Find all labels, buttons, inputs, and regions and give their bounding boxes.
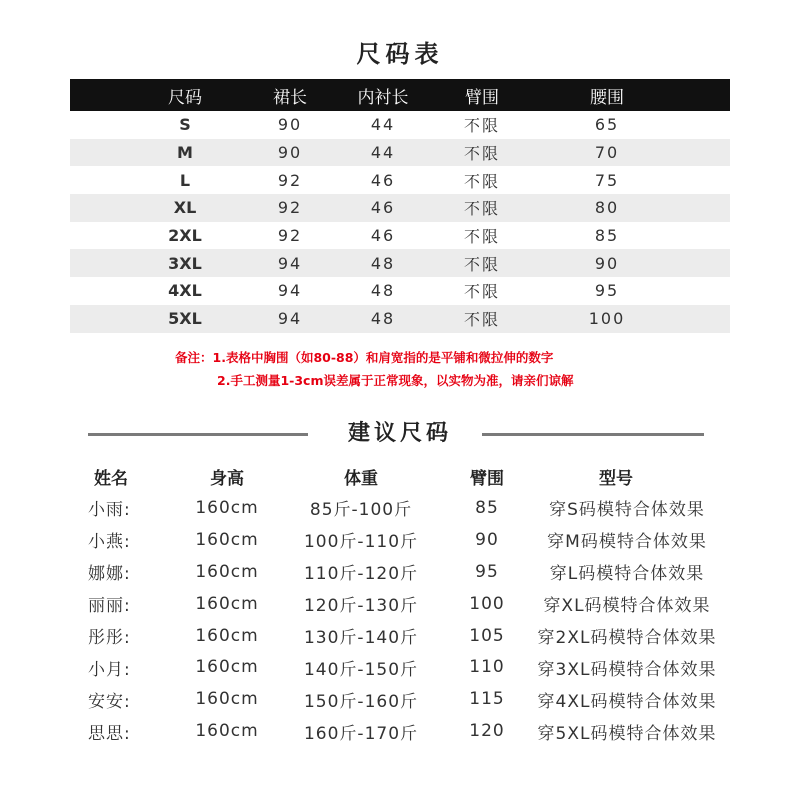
cell-model-fit: 穿2XL码模特合体效果: [537, 628, 717, 648]
cell-height: 160cm: [195, 625, 259, 646]
cell-model-fit: 穿4XL码模特合体效果: [537, 691, 717, 712]
cell-size: L: [179, 170, 191, 190]
cell-arm-circumference: 不限: [463, 310, 501, 330]
recommendation-row: [0, 556, 800, 588]
size-chart-table: [70, 79, 730, 333]
cell-weight: 120斤-130斤: [303, 596, 419, 617]
recommendation-table: [0, 460, 800, 747]
cell-model-name: 娜娜:: [88, 564, 131, 585]
cell-skirt-length: 94: [277, 253, 303, 273]
cell-size: M: [177, 143, 193, 163]
cell-arm-circumference: 不限: [463, 144, 501, 164]
cell-size: XL: [173, 198, 197, 218]
note-line-1: 备注：1.表格中胸围（如80-88）和肩宽指的是平铺和微拉伸的数字: [175, 350, 554, 365]
recommendation-row: [0, 492, 800, 524]
cell-model-name: 小月:: [88, 659, 131, 680]
divider-right: [482, 433, 704, 436]
cell-skirt-length: 90: [277, 115, 303, 135]
cell-arm-circumference: 不限: [463, 171, 501, 191]
cell-arm: 105: [469, 625, 505, 646]
cell-model-fit: 穿3XL码模特合体效果: [537, 659, 717, 680]
header-arm-circumference: 臂围: [465, 87, 499, 108]
header-arm: 臂围: [470, 468, 504, 489]
cell-size: 4XL: [168, 281, 202, 301]
cell-arm: 100: [469, 593, 505, 614]
size-chart-title: 尺码表: [356, 40, 444, 68]
size-chart-row: [70, 249, 730, 277]
cell-lining-length: 44: [370, 115, 396, 135]
cell-waist: 70: [594, 143, 620, 163]
cell-model-fit: 穿5XL码模特合体效果: [537, 723, 717, 744]
size-chart-row: [70, 166, 730, 194]
cell-waist: 65: [594, 115, 620, 135]
cell-lining-length: 44: [370, 143, 396, 163]
recommendation-row: [0, 620, 800, 652]
size-chart-row: [70, 194, 730, 222]
recommendation-row: [0, 683, 800, 715]
size-chart-row: [70, 305, 730, 333]
cell-arm-circumference: 不限: [463, 199, 501, 219]
cell-model-name: 彤彤:: [88, 628, 131, 648]
cell-skirt-length: 92: [277, 226, 303, 246]
cell-model-name: 思思:: [88, 723, 131, 744]
cell-arm-circumference: 不限: [463, 116, 501, 136]
header-model-fit: 型号: [599, 468, 633, 489]
header-weight: 体重: [344, 468, 378, 489]
cell-skirt-length: 94: [277, 281, 303, 301]
recommendation-row: [0, 651, 800, 683]
recommendation-row: [0, 715, 800, 747]
cell-model-fit: 穿XL码模特合体效果: [543, 596, 711, 617]
cell-skirt-length: 90: [277, 143, 303, 163]
cell-arm-circumference: 不限: [463, 227, 501, 247]
note-line-2: 2.手工测量1-3cm误差属于正常现象，以实物为准，请亲们谅解: [217, 373, 574, 388]
size-chart-row: [70, 222, 730, 250]
cell-lining-length: 48: [370, 253, 396, 273]
header-skirt-length: 裙长: [273, 87, 307, 108]
cell-height: 160cm: [195, 657, 259, 678]
cell-arm-circumference: 不限: [463, 282, 501, 302]
cell-waist: 95: [594, 281, 620, 301]
cell-waist: 90: [594, 253, 620, 273]
cell-arm: 95: [475, 561, 499, 582]
cell-weight: 110斤-120斤: [303, 564, 419, 585]
size-chart-row: [70, 277, 730, 305]
cell-height: 160cm: [195, 689, 259, 710]
cell-model-fit: 穿M码模特合体效果: [547, 532, 707, 553]
recommendation-row: [0, 524, 800, 556]
recommendation-title: 建议尺码: [347, 421, 452, 446]
cell-model-name: 小燕:: [88, 532, 131, 553]
cell-arm: 90: [475, 529, 499, 550]
cell-weight: 140斤-150斤: [303, 659, 419, 680]
header-waist: 腰围: [590, 87, 624, 108]
cell-waist: 75: [594, 170, 620, 190]
cell-size: S: [179, 115, 191, 135]
cell-arm: 85: [475, 497, 499, 518]
cell-height: 160cm: [195, 561, 259, 582]
cell-model-name: 丽丽:: [88, 596, 131, 617]
cell-weight: 85斤-100斤: [309, 500, 413, 521]
header-height: 身高: [210, 468, 244, 489]
cell-skirt-length: 92: [277, 170, 303, 190]
cell-arm: 120: [469, 721, 505, 742]
cell-arm-circumference: 不限: [463, 254, 501, 274]
cell-weight: 150斤-160斤: [303, 691, 419, 712]
cell-weight: 130斤-140斤: [303, 628, 419, 648]
size-chart-header-row: [70, 79, 730, 111]
cell-size: 3XL: [168, 253, 202, 273]
header-lining-length: 内衬长: [357, 87, 409, 108]
cell-arm: 110: [469, 657, 505, 678]
size-chart-row: [70, 111, 730, 139]
cell-waist: 85: [594, 226, 620, 246]
recommendation-row: [0, 588, 800, 620]
cell-model-fit: 穿L码模特合体效果: [549, 564, 705, 585]
cell-lining-length: 46: [370, 198, 396, 218]
cell-model-name: 安安:: [88, 691, 131, 712]
cell-size: 2XL: [168, 226, 202, 246]
cell-model-name: 小雨:: [88, 500, 131, 521]
header-size: 尺码: [168, 87, 202, 108]
cell-skirt-length: 92: [277, 198, 303, 218]
cell-waist: 80: [594, 198, 620, 218]
cell-size: 5XL: [168, 309, 202, 329]
cell-height: 160cm: [195, 593, 259, 614]
header-name: 姓名: [94, 468, 128, 489]
cell-model-fit: 穿S码模特合体效果: [549, 500, 705, 521]
cell-arm: 115: [469, 689, 505, 710]
cell-height: 160cm: [195, 529, 259, 550]
size-chart-row: [70, 139, 730, 167]
cell-weight: 160斤-170斤: [303, 723, 419, 744]
cell-skirt-length: 94: [277, 309, 303, 329]
cell-lining-length: 48: [370, 309, 396, 329]
cell-lining-length: 46: [370, 170, 396, 190]
cell-lining-length: 48: [370, 281, 396, 301]
cell-height: 160cm: [195, 721, 259, 742]
cell-waist: 100: [588, 309, 626, 329]
cell-weight: 100斤-110斤: [303, 532, 419, 553]
recommendation-header-row: [0, 460, 800, 492]
cell-height: 160cm: [195, 497, 259, 518]
cell-lining-length: 46: [370, 226, 396, 246]
